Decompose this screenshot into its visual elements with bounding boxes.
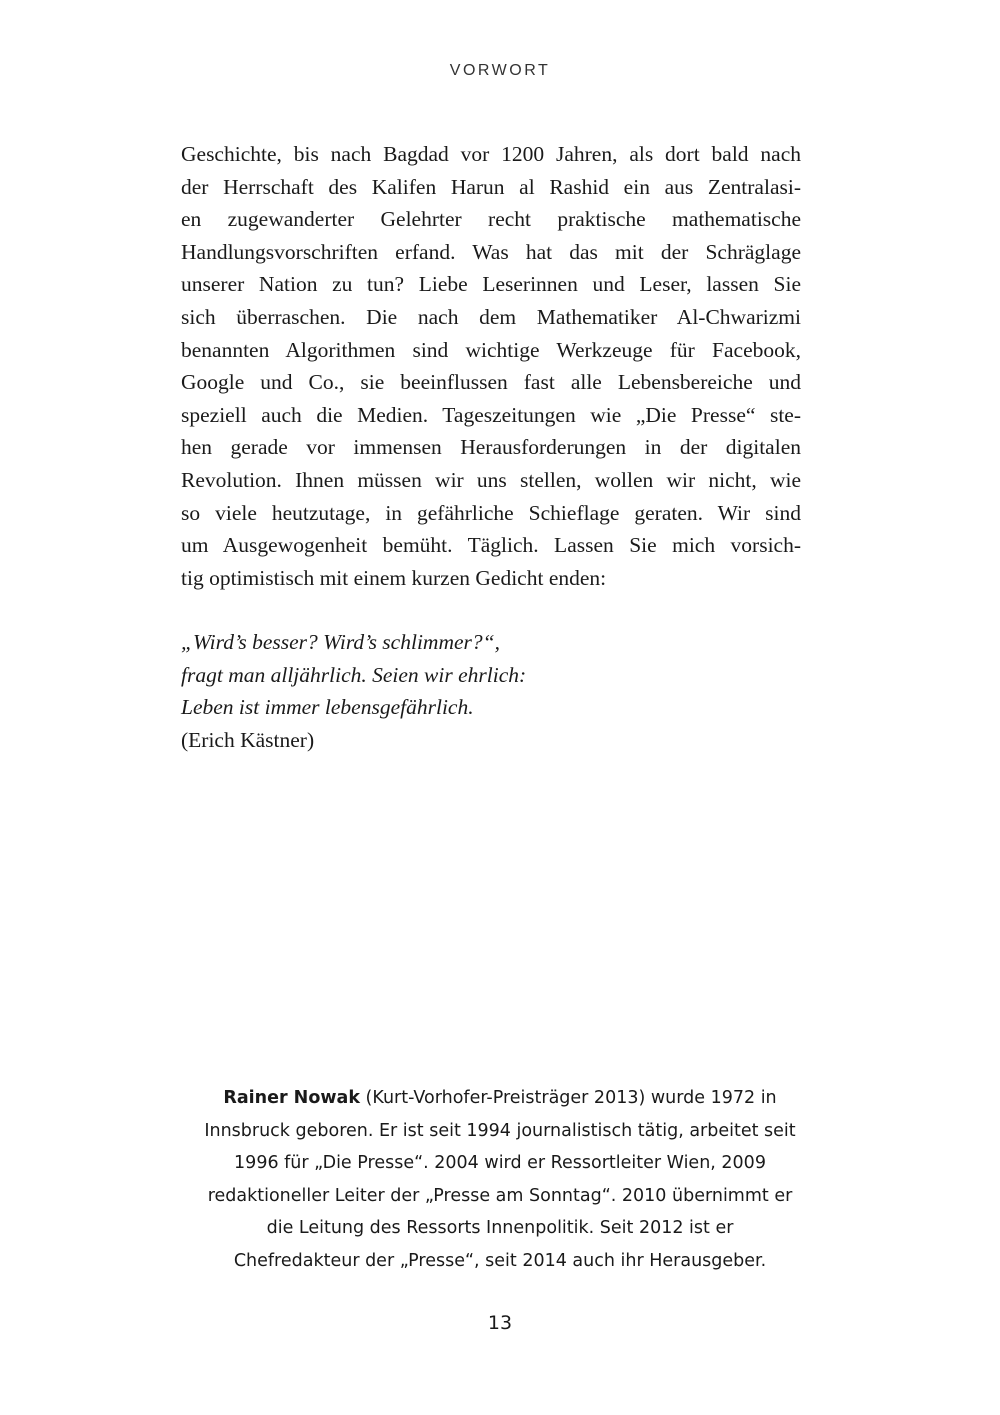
body-line: so viele heutzutage, in gefährliche Schieflage geraten. Wir sind [181,500,801,525]
author-name: Rainer Nowak [223,1088,360,1108]
body-line: benannten Algorithmen sind wichtige Werkzeuge für Facebook, [181,337,801,362]
body-line: Google und Co., sie beeinflussen fast alle Lebensbereiche und [181,370,801,395]
poem-line: fragt man alljährlich. Seien wir ehrlich: [181,662,527,687]
bio-line: redaktioneller Leiter der „Presse am Sonntag“. 2010 übernimmt er [207,1185,793,1206]
bio-line: Innsbruck geboren. Er ist seit 1994 journalistisch tätig, arbeitet seit [204,1120,796,1141]
body-text [181,138,801,594]
bio-line [150,1082,850,1115]
body-line: hen gerade vor immensen Herausforderungen in der digitalen [181,435,801,460]
bio-line: 1996 für „Die Presse“. 2004 wird er Ressortleiter Wien, 2009 [234,1153,766,1173]
body-line: um Ausgewogenheit bemüht. Täglich. Lassen Sie mich vorsich- [181,533,801,558]
body-line: Handlungsvorschriften erfand. Was hat das mit der Schräglage [181,239,801,264]
page-number: 13 [487,1312,513,1334]
body-line: der Herrschaft des Kalifen Harun al Rashid ein aus Zentralasi- [181,174,801,199]
running-head: VORWORT [449,62,551,79]
author-bio [150,1082,850,1277]
body-line: Revolution. Ihnen müssen wir uns stellen, wollen wir nicht, wie [181,467,801,492]
poem-attribution: (Erich Kästner) [181,727,315,752]
body-line: Geschichte, bis nach Bagdad vor 1200 Jahren, als dort bald nach [181,142,801,166]
poem-line: „Wird’s besser? Wird’s schlimmer?“, [181,630,500,654]
body-line: tig optimistisch mit einem kurzen Gedicht enden: [181,565,607,590]
body-line: en zugewanderter Gelehrter recht praktische mathematische [181,207,801,232]
bio-line: Chefredakteur der „Presse“, seit 2014 auch ihr Herausgeber. [233,1250,767,1271]
body-line: unserer Nation zu tun? Liebe Leserinnen und Leser, lassen Sie [181,272,801,297]
bio-line: die Leitung des Ressorts Innenpolitik. Seit 2012 ist er [266,1218,734,1238]
poem-quote [181,626,801,756]
body-line: sich überraschen. Die nach dem Mathematiker Al-Chwarizmi [181,304,801,329]
poem-line: Leben ist immer lebensgefährlich. [181,695,474,720]
body-line: speziell auch die Medien. Tageszeitungen wie „Die Presse“ ste- [181,402,801,427]
bio-line-text: (Kurt-Vorhofer-Preisträger 2013) wurde 1972 in [359,1088,777,1108]
